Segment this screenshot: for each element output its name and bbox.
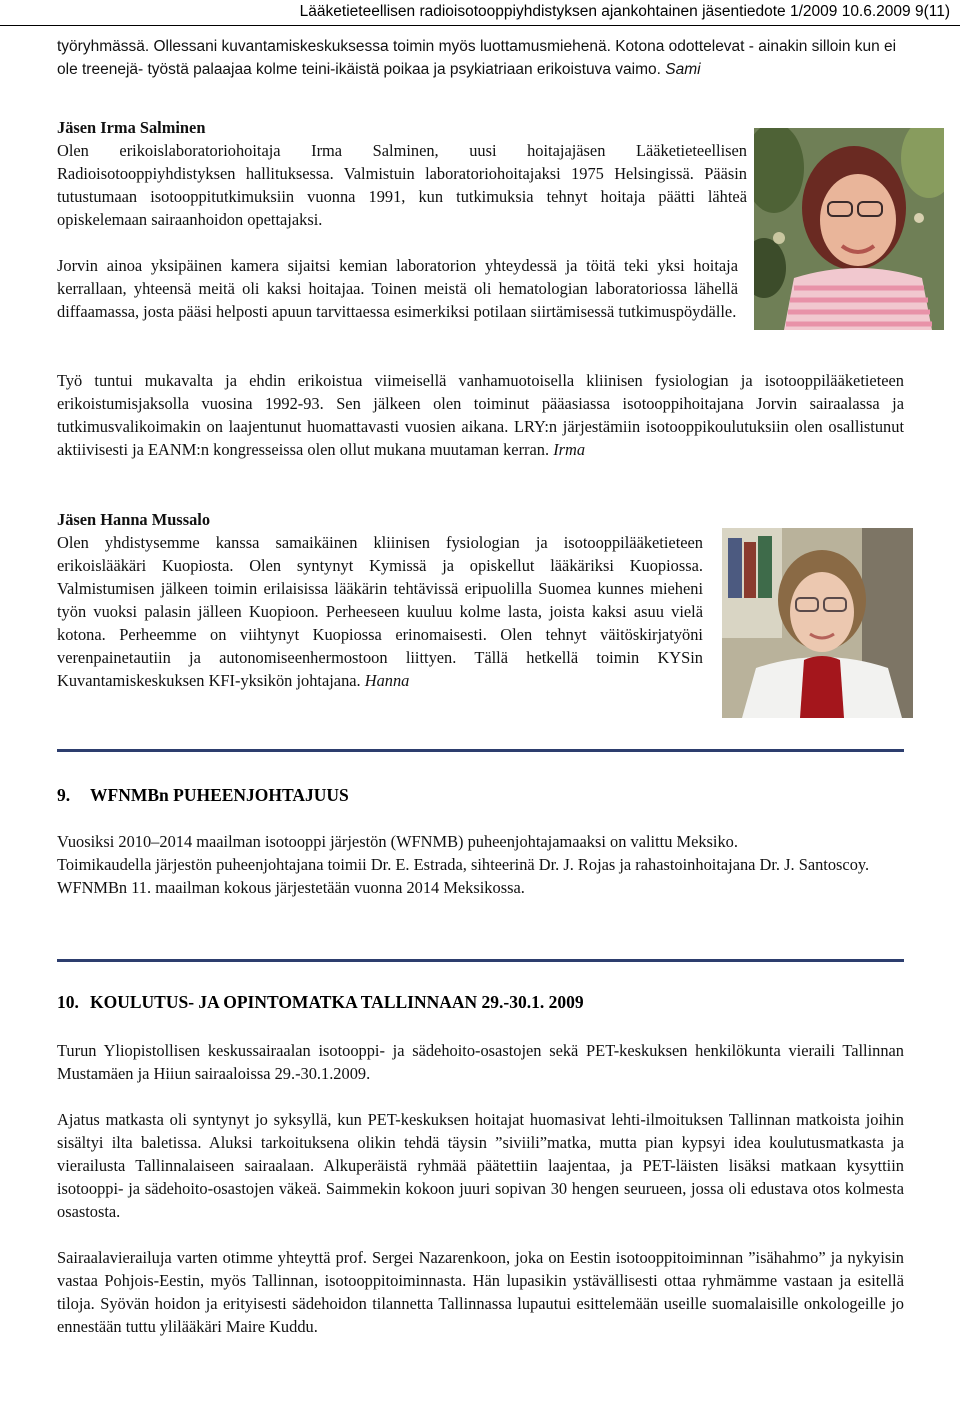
section-9-heading <box>57 785 349 806</box>
irma-paragraph-2-block <box>57 254 738 323</box>
section-10-paragraph-1: Turun Yliopistollisen keskussairaalan isotooppi- ja sädehoito-osastojen sekä PET-keskuksen henkilökunta vieraili Tallinnan Mustamäen ja Hiiun sairaaloissa 29.-30.1.2009. <box>57 1041 904 1083</box>
irma-heading: Jäsen Irma Salminen <box>57 118 206 137</box>
photo-irma-salminen <box>754 128 944 330</box>
section-9-paragraph-1: Vuosiksi 2010–2014 maailman isotooppi järjestön (WFNMB) puheenjohtajamaaksi on valittu Meksiko. <box>57 832 738 851</box>
irma-section <box>57 116 747 231</box>
intro-paragraph <box>57 35 905 81</box>
intro-text: työryhmässä. Ollessani kuvantamiskeskuksessa toimin myös luottamusmiehenä. Kotona odottelevat - ainakin silloin kun ei ole treenejä- työstä palaajaa kolme teini-ikäistä poikaa ja psykiatriaan erikoistuva vaimo. <box>57 38 897 78</box>
hanna-section <box>57 508 703 692</box>
section-10-paragraph-2: Ajatus matkasta oli syntynyt jo syksyllä, kun PET-keskuksen hoitajat huomasivat lehti-ilmoituksen Tallinnan matkoista joihin sisältyi ilta baletissa. Aluksi tarkoituksena olikin tehdä täysin ”siviili”matka, mutta pian kypsyi idea koulutusmatkasta ja vierailusta Tallinnalaiseen sairaalaan. Alkuperäistä ryhmää päätettiin laajentaa, ja PET-läisten lisäksi matkaan kysyttiin isotooppi- ja sädehoito-osastojen väkeä. Saimmekin kokoon juuri sopivan 30 hengen seurueen, jossa oli edustava otos kolmesta osastosta. <box>57 1110 904 1221</box>
hanna-heading: Jäsen Hanna Mussalo <box>57 510 211 529</box>
photo-hanna-mussalo <box>722 528 913 718</box>
section-10-title: KOULUTUS- JA OPINTOMATKA TALLINNAAN 29.-30.1. 2009 <box>90 992 584 1012</box>
hanna-paragraph-text: Olen yhdistysemme kanssa samaikäinen kliinisen fysiologian ja isotooppilääketieteen erikoislääkäri Kuopiosta. Olen syntynyt Kymissä ja opiskellut lääkäriksi Kuopiossa. Valmistumisen jälkeen toimin erilaisissa lääkärin tehtävissä eripuolilla Suomea kunnes mieheni työn vuoksi palasin jälleen Kuopioon. Perheeseen kuuluu kolme lasta, joista kaksi asuu vielä kotona. Perheemme on viihtynyt Kuopiossa erinomaisesti. Olen tehnyt väitöskirjatyöni verenpainetautiin ja autonomiseenhermostoon liittyen. Tällä hetkellä toimin KYSin Kuvantamiskeskuksen KFI-yksikön johtajana. <box>57 533 703 690</box>
hanna-signature: Hanna <box>364 671 410 690</box>
irma-paragraph-3 <box>57 369 904 461</box>
hanna-paragraph <box>57 531 703 692</box>
running-title: Lääketieteellisen radioisotooppiyhdistyksen ajankohtainen jäsentiedote 1/2009 10.6.2009 9(11) <box>299 3 950 20</box>
irma-signature: Irma <box>553 440 586 459</box>
portrait-woman-striped-shirt <box>754 128 944 330</box>
irma-paragraph-3-text: Työ tuntui mukavalta ja ehdin erikoistua viimeisellä vanhamuotoisella kliinisen fysiologian ja isotooppilääketieteen erikoistumisjaksolla vuosina 1992-93. Sen jälkeen olen toiminut pääasiassa isotooppihoitajana Jorvin sairaalassa ja tutkimusvalikoimakin on laajentunut huomattavasti vuosien aikana. LRY:n järjestämiin isotooppikoulutuksiin olen osallistunut aktiivisesti ja EANM:n kongresseissa olen ollut mukana muutaman kerran. <box>57 371 904 459</box>
section-9-number: 9. <box>57 785 71 805</box>
section-10-number: 10. <box>57 992 79 1012</box>
irma-paragraph-1: Olen erikoislaboratoriohoitaja Irma Salminen, uusi hoitajajäsen Lääketieteellisen Radioisotooppiyhdistyksen hallituksessa. Valmistuin laboratoriohoitajaksi 1975 Helsingissä. Pääsin tutustumaan isotooppitutkimuksiin vuonna 1991, kun tutkimuksia tehnyt hoitaja päätti lähteä opiskelemaan sairaanhoidon opettajaksi. <box>57 141 747 229</box>
portrait-woman-white-coat <box>722 528 913 718</box>
irma-paragraph-3-block <box>57 369 904 461</box>
section-10-heading <box>57 992 584 1013</box>
section-divider-9 <box>57 749 904 752</box>
section-10-paragraph-1-block <box>57 1039 904 1085</box>
section-9-paragraph-3: WFNMBn 11. maailman kokous järjestetään vuonna 2014 Meksikossa. <box>57 878 525 897</box>
section-10-paragraph-2-block <box>57 1108 904 1223</box>
irma-paragraph-2: Jorvin ainoa yksipäinen kamera sijaitsi kemian laboratorion yhteydessä ja töitä teki yksi hoitaja kerrallaan, yhteensä meitä oli kaksi hoitajaa. Toinen meistä oli hematologian laboratoriossa lähellä diffaamassa, josta pääsi helposti apuun tarvittaessa esimerkiksi potilaan siirtämisessä tutkimuspöydälle. <box>57 256 738 321</box>
intro-signature: Sami <box>665 61 701 78</box>
section-9-body <box>57 830 917 899</box>
section-10-paragraph-3-block <box>57 1246 904 1338</box>
section-9-title: WFNMBn PUHEENJOHTAJUUS <box>90 785 349 805</box>
section-9-paragraph-2: Toimikaudella järjestön puheenjohtajana toimii Dr. E. Estrada, sihteerinä Dr. J. Rojas ja rahastoinhoitajana Dr. J. Santoscoy. <box>57 855 870 874</box>
section-10-paragraph-3: Sairaalavierailuja varten otimme yhteyttä prof. Sergei Nazarenkoon, joka on Eestin isotooppitoiminnan ”isähahmo” ja nykyisin vastaa Pohjois-Eestin, myös Tallinnan, isotooppitoiminnasta. Hän lupasikin ystävällisesti ottaa ryhmämme vastaan ja esitellä tiloja. Syövän hoidon ja erityisesti sädehoidon tilannetta Tallinnassa lupautui esittelemään useille suomalaisille onkologeille jo ennestään tuttu ylilääkäri Maire Kuddu. <box>57 1248 904 1336</box>
section-divider-10 <box>57 959 904 962</box>
running-header <box>0 0 960 26</box>
